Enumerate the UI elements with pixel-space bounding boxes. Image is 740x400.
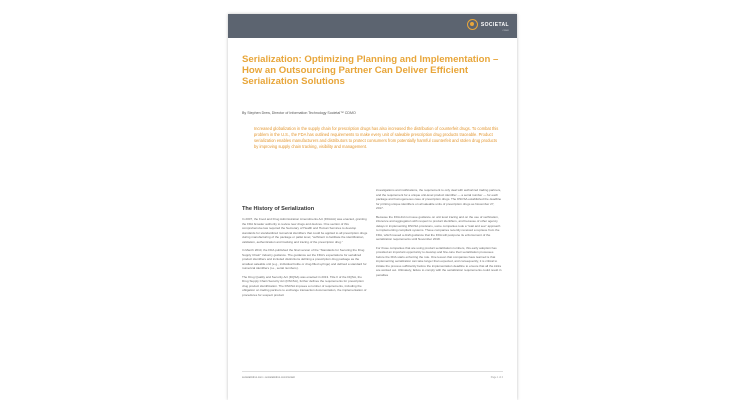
document-page — [228, 14, 517, 400]
body-paragraph: In 2007, the Food and Drug Administration Amendments Act (FDAAA) was enacted, granting the FDA broader authority to review new drugs and devices. One section of this comprehensive law required the Secretary of Health and Human Services to develop standards for standardized numerical identifiers that could be applied to all prescription drugs during manufacturing of the package or pallet level, "sufficient to facilitate the identification, validation, authentication and tracking and tracing of the prescription drug." — [242, 217, 368, 244]
logo-mark-icon — [467, 19, 478, 30]
footer-divider — [242, 371, 503, 372]
byline: By Stephen Drew, Director of Information Technology Societal™ CDMO — [242, 111, 356, 115]
intro-paragraph: Increased globalization in the supply chain for prescription drugs has also increased the distribution of counterfeit drugs. To combat this problem in the U.S., the FDA has outlined requirements to make every unit of saleable prescription drug products traceable. Product serialization enables manufacturers and distributors to protect consumers from potentially harmful counterfeit and stolen drug products by improving supply chain tracking, visibility and management. — [254, 126, 499, 149]
logo-subtext: CDMO — [502, 30, 509, 32]
right-column — [376, 188, 502, 282]
body-paragraph: investigations and notifications, the requirement to only deal with authorized trading partners, and the requirement for a unique unit-level product identifier — a serial number — for each package and homogeneous case of prescription drugs. The DSCSA established the deadline for printing unique identifiers on all saleable units of prescription drugs as November 27, 2017. — [376, 188, 502, 210]
body-paragraph: Because the FDA did not issue guidance on unit level tracing and on the use of verification, inference and aggregation with respect to product identifiers, and because of other agency delays in implementing DSCSA provisions, some companies took a "wait and see" approach to implementing compliant systems. These companies recently received a reprieve from the FDA, which issued a draft guidance that the FDA will postpone its enforcement of the serialization requirements until November 2018. — [376, 214, 501, 242]
company-logo — [467, 19, 509, 30]
body-paragraph: The Drug Quality and Security Act (DQSA) was enacted in 2013. Title II of the DQSA, the Drug Supply Chain Security Act (DSCSA), further defines the requirements for prescription drug product identification. The DSCSA imposes a number of requirements, including the obligation on trading partners to exchange transaction documentation, the implementation of procedures for suspect product — [242, 274, 367, 297]
body-paragraph: For those companies that are using product serialization numbers, this early adoption has provided an important opportunity to develop and fine-tune their serialization processes before the FDA starts enforcing the rule. One lesson that companies have learned is that implementing serialization can take longer than expected, and consequently, it is critical to initiate the process sufficiently before the implementation deadline to ensure that all the kinks are worked out. Ultimately, failure to comply with the serialization requirements could result in penalties — [376, 245, 502, 277]
left-column — [242, 206, 368, 302]
document-title: Serialization: Optimizing Planning and Implementation – How an Outsourcing Partner Can Deliver Efficient Serialization Solutions — [242, 54, 499, 88]
header-bar — [228, 14, 517, 38]
body-paragraph: In March 2010, the FDA published the final version of the "Standards for Securing the Drug Supply Chain" industry guidance. The guidance set the FDA's expectations for serialized product identifiers and included distinctions defining a prescription drug package as the smallest saleable unit (e.g., individual bottle or drug-filled syringe) and defined a standard for numerical identifiers (i.e., serial numbers). — [242, 248, 367, 271]
footer-links[interactable]: societalcdmo.com • societalcdmo.com/contact — [242, 376, 295, 379]
logo-text: SOCIETAL — [480, 21, 509, 28]
page-number: Page 1 of 4 — [490, 376, 503, 379]
section-heading: The History of Serialization — [242, 206, 315, 212]
